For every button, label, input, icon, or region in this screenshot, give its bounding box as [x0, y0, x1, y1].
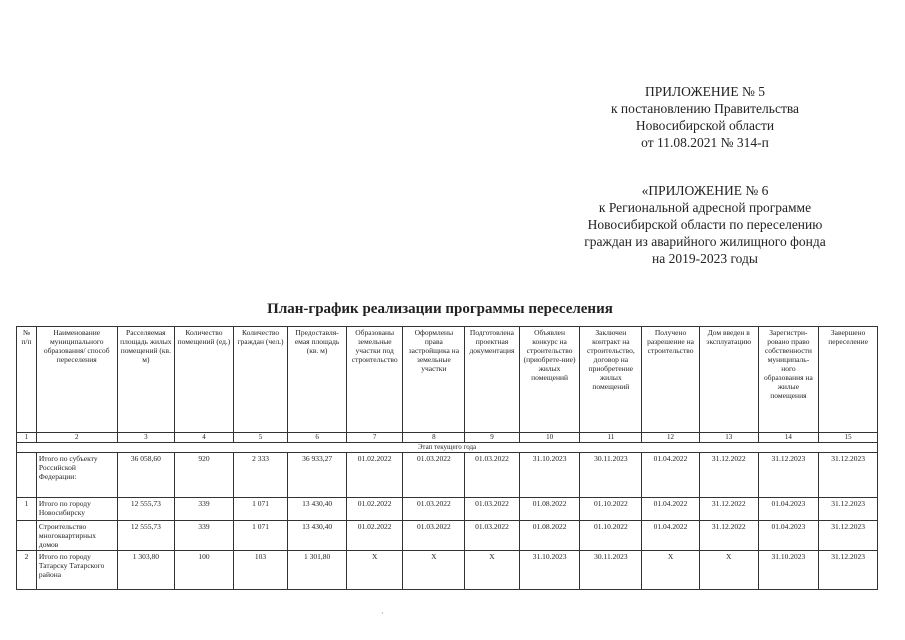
- date-cell: 01.10.2022: [580, 498, 642, 521]
- column-number: 5: [233, 433, 287, 443]
- header-cell: Образованы земельные участки под строительство: [346, 327, 403, 433]
- date-cell: 31.10.2023: [519, 551, 580, 590]
- appendix-5-line: к постановлению Правительства: [610, 101, 800, 116]
- date-cell: 01.02.2022: [346, 453, 403, 498]
- appendix-6-block: [560, 182, 850, 267]
- column-number: 1: [17, 433, 37, 443]
- appendix-6-line: на 2019-2023 годы: [652, 251, 758, 266]
- date-cell: 31.12.2022: [699, 521, 758, 551]
- date-cell: 01.03.2022: [403, 453, 465, 498]
- premises-count: 920: [175, 453, 234, 498]
- row-number: 2: [17, 551, 37, 590]
- column-number: 15: [819, 433, 878, 443]
- date-cell: 01.03.2022: [403, 498, 465, 521]
- appendix-5-block: [575, 83, 835, 151]
- table-row: [17, 551, 878, 590]
- date-cell: 30.11.2023: [580, 551, 642, 590]
- premises-count: 339: [175, 521, 234, 551]
- header-cell: Объявлен конкурс на строительство (приобрете-ние) жилых помещений: [519, 327, 580, 433]
- date-cell: X: [403, 551, 465, 590]
- header-cell: Количество помещений (ед.): [175, 327, 234, 433]
- header-cell: Расселяемая площадь жилых помещений (кв. м): [117, 327, 175, 433]
- date-cell: 01.08.2022: [519, 498, 580, 521]
- header-cell: № п/п: [17, 327, 37, 433]
- date-cell: 31.10.2023: [519, 453, 580, 498]
- provided-area: 13 430,40: [288, 498, 347, 521]
- appendix-5-line: Новосибирской области: [635, 118, 775, 133]
- table-row: [17, 453, 878, 498]
- stage-row: [17, 443, 878, 453]
- table-row: [17, 498, 878, 521]
- column-number: 6: [288, 433, 347, 443]
- date-cell: 01.04.2023: [758, 498, 819, 521]
- citizens-count: 103: [233, 551, 287, 590]
- header-cell: Подготовлена проектная документация: [465, 327, 519, 433]
- date-cell: 01.04.2023: [758, 521, 819, 551]
- stage-label: Этап текущего года: [17, 443, 878, 453]
- column-number: 9: [465, 433, 519, 443]
- column-number: 8: [403, 433, 465, 443]
- municipality-name: Итого по городу Новосибирску: [36, 498, 117, 521]
- header-cell: Предоставля-емая площадь (кв. м): [288, 327, 347, 433]
- date-cell: X: [346, 551, 403, 590]
- date-cell: 01.08.2022: [519, 521, 580, 551]
- column-number: 7: [346, 433, 403, 443]
- date-cell: 31.12.2022: [699, 498, 758, 521]
- table-row: [17, 521, 878, 551]
- premises-count: 100: [175, 551, 234, 590]
- date-cell: 01.03.2022: [465, 498, 519, 521]
- municipality-name: Итого по субъекту Российской Федерации:: [36, 453, 117, 498]
- header-cell: Дом введен в эксплуатацию: [699, 327, 758, 433]
- municipality-name: Строительство многоквартирных домов: [36, 521, 117, 551]
- citizens-count: 1 071: [233, 521, 287, 551]
- resettled-area: 12 555,73: [117, 521, 175, 551]
- column-number: 11: [580, 433, 642, 443]
- header-row: [17, 327, 878, 433]
- column-number: 4: [175, 433, 234, 443]
- date-cell: 01.03.2022: [465, 453, 519, 498]
- provided-area: 1 301,80: [288, 551, 347, 590]
- column-number: 14: [758, 433, 819, 443]
- column-number: 13: [699, 433, 758, 443]
- schedule-table: [16, 326, 878, 590]
- resettled-area: 12 555,73: [117, 498, 175, 521]
- date-cell: 01.02.2022: [346, 498, 403, 521]
- date-cell: 01.10.2022: [580, 521, 642, 551]
- date-cell: X: [465, 551, 519, 590]
- resettled-area: 36 058,60: [117, 453, 175, 498]
- appendix-5-date: от 11.08.2021 № 314-п: [641, 135, 769, 150]
- citizens-count: 2 333: [233, 453, 287, 498]
- date-cell: 31.10.2023: [758, 551, 819, 590]
- row-number: 1: [17, 498, 37, 521]
- premises-count: 339: [175, 498, 234, 521]
- column-number: 3: [117, 433, 175, 443]
- municipality-name: Итого по городу Татарску Татарского района: [36, 551, 117, 590]
- row-number: [17, 453, 37, 498]
- appendix-6-line: Новосибирской области по переселению: [587, 217, 823, 232]
- header-cell: Количество граждан (чел.): [233, 327, 287, 433]
- date-cell: 01.03.2022: [403, 521, 465, 551]
- document-title: План-график реализации программы переселения: [267, 301, 613, 317]
- appendix-6-line: к Региональной адресной программе: [598, 200, 812, 215]
- date-cell: 01.04.2022: [642, 453, 700, 498]
- header-cell: Завершено переселение: [819, 327, 878, 433]
- header-cell: Зарегистри-ровано право собственности муниципаль-ного образования на жилые помещения: [758, 327, 819, 433]
- date-cell: 31.12.2023: [819, 453, 878, 498]
- header-cell: Получено разрешение на строительство: [642, 327, 700, 433]
- header-cell: Заключен контракт на строительство, договор на приобретение жилых помещений: [580, 327, 642, 433]
- date-cell: 31.12.2023: [819, 498, 878, 521]
- resettled-area: 1 303,80: [117, 551, 175, 590]
- date-cell: 31.12.2023: [819, 521, 878, 551]
- provided-area: 36 933,27: [288, 453, 347, 498]
- column-number: 2: [36, 433, 117, 443]
- header-cell: Оформлены права застройщика на земельные участки: [403, 327, 465, 433]
- date-cell: X: [699, 551, 758, 590]
- provided-area: 13 430,40: [288, 521, 347, 551]
- appendix-5-heading: ПРИЛОЖЕНИЕ № 5: [644, 84, 766, 99]
- header-cell: Наименование муниципального образования/ способ переселения: [36, 327, 117, 433]
- date-cell: 31.12.2023: [758, 453, 819, 498]
- column-number: 12: [642, 433, 700, 443]
- row-number: [17, 521, 37, 551]
- date-cell: 30.11.2023: [580, 453, 642, 498]
- date-cell: 31.12.2023: [819, 551, 878, 590]
- date-cell: 01.04.2022: [642, 521, 700, 551]
- appendix-6-line: граждан из аварийного жилищного фонда: [584, 234, 826, 249]
- date-cell: X: [642, 551, 700, 590]
- date-cell: 01.02.2022: [346, 521, 403, 551]
- column-number: 10: [519, 433, 580, 443]
- page-mark: ·: [381, 609, 384, 618]
- appendix-6-heading: «ПРИЛОЖЕНИЕ № 6: [641, 183, 769, 198]
- date-cell: 01.04.2022: [642, 498, 700, 521]
- date-cell: 31.12.2022: [699, 453, 758, 498]
- date-cell: 01.03.2022: [465, 521, 519, 551]
- column-number-row: [17, 433, 878, 443]
- citizens-count: 1 071: [233, 498, 287, 521]
